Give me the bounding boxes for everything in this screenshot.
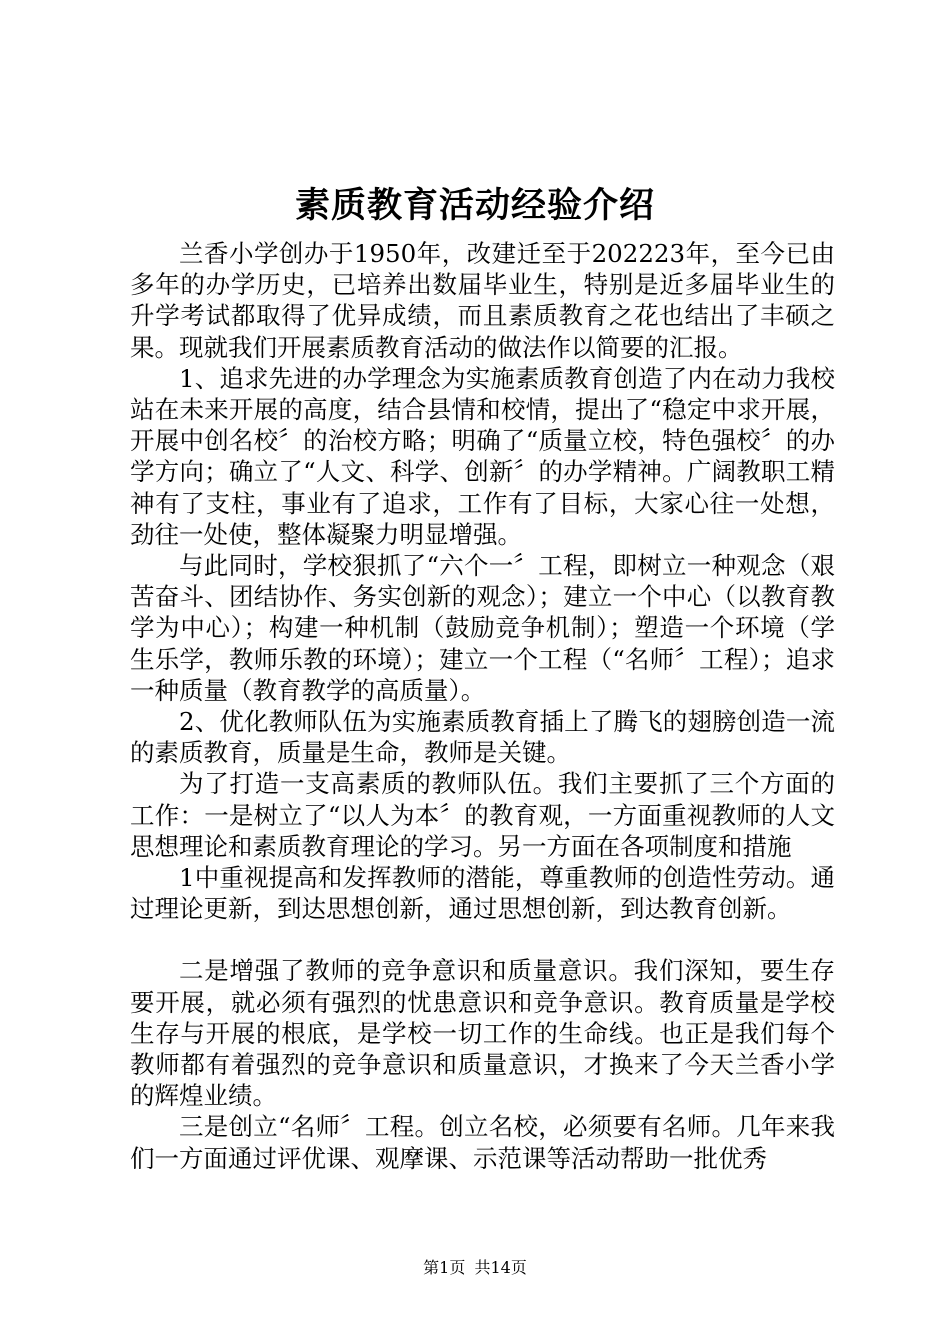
paragraph: 2、优化教师队伍为实施素质教育插上了腾飞的翅膀创造一流的素质教育，质量是生命，教师是关键。 [130,707,835,768]
document-title: 素质教育活动经验介绍 [294,185,655,226]
paragraph: 为了打造一支高素质的教师队伍。我们主要抓了三个方面的工作：一是树立了“以人为本〞的教育观，一方面重视教师的人文思想理论和素质教育理论的学习。另一方面在各项制度和措施 [130,769,835,861]
page-footer [0,1257,950,1279]
paragraph: 与此同时，学校狠抓了“六个一〞工程，即树立一种观念（艰苦奋斗、团结协作、务实创新的观念）；建立一个中心（以教育教学为中心）；构建一种机制（鼓励竞争机制）；塑造一个环境（学生乐学，教师乐教的环境）；建立一个工程（“名师〞工程）；追求一种质量（教育教学的高质量）。 [130,551,835,705]
document-body [130,238,835,1174]
paragraph: 1中重视提高和发挥教师的潜能，尊重教师的创造性劳动。通过理论更新，到达思想创新，通过思想创新，到达教育创新。 [130,863,835,924]
paragraph: 三是创立“名师〞工程。创立名校，必须要有名师。几年来我们一方面通过评优课、观摩课、示范课等活动帮助一批优秀 [130,1112,835,1173]
page-total: 共14页 [474,1258,527,1277]
paragraph: 1、追求先进的办学理念为实施素质教育创造了内在动力我校站在未来开展的高度，结合县情和校情，提出了“稳定中求开展，开展中创名校〞的治校方略；明确了“质量立校，特色强校〞的办学方向；确立了“人文、科学、创新〞的办学精神。广阔教职工精神有了支柱，事业有了追求，工作有了目标，大家心往一处想，劲往一处使，整体凝聚力明显增强。 [130,363,835,549]
paragraph: 兰香小学创办于1950年，改建迁至于202223年，至今已由多年的办学历史，已培养出数届毕业生，特别是近多届毕业生的升学考试都取得了优异成绩，而且素质教育之花也结出了丰硕之果。现就我们开展素质教育活动的做法作以简要的汇报。 [130,239,835,362]
page-number: 第1页 [423,1258,466,1277]
paragraph: 二是增强了教师的竞争意识和质量意识。我们深知，要生存要开展，就必须有强烈的忧患意识和竞争意识。教育质量是学校生存与开展的根底，是学校一切工作的生命线。也正是我们每个教师都有着强烈的竞争意识和质量意识，才换来了今天兰香小学的辉煌业绩。 [130,956,835,1111]
